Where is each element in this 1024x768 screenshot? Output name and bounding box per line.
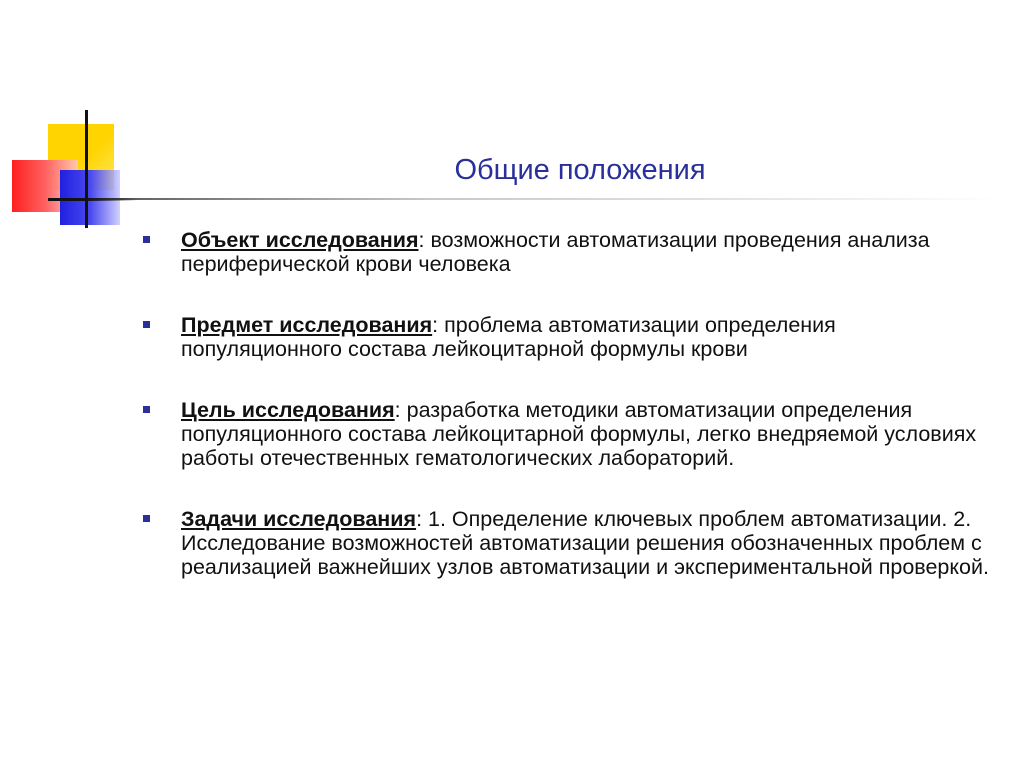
bullet-list [140, 228, 990, 579]
decorative-emblem [0, 0, 200, 240]
item-separator: : [432, 313, 445, 337]
title-divider [48, 198, 998, 200]
square-bullet-icon [143, 321, 150, 328]
item-term: Задачи исследования [181, 507, 417, 531]
slide-title: Общие положения [454, 154, 706, 186]
square-bullet-icon [143, 236, 150, 243]
square-bullet-icon [143, 406, 150, 413]
item-text: возможности автоматизации проведения анализа периферической крови человека [181, 228, 930, 276]
list-item-subject [140, 313, 990, 361]
item-term: Цель исследования [181, 398, 395, 422]
item-separator: : [418, 228, 431, 252]
item-term: Объект исследования [181, 228, 419, 252]
item-text: проблема автоматизации определения популяционного состава лейкоцитарной формулы крови [181, 313, 836, 361]
list-item-object [140, 228, 990, 276]
item-text: разработка методики автоматизации определения популяционного состава лейкоцитарной формулы, легко внедряемой условиях работы отечественных гематологических лабораторий. [181, 398, 977, 470]
vertical-line-decor [85, 110, 88, 228]
item-term: Предмет исследования [181, 313, 433, 337]
square-bullet-icon [143, 515, 150, 522]
list-item-goal [140, 398, 990, 470]
item-text: 1. Определение ключевых проблем автоматизации. 2. Исследование возможностей автоматизации решения обозначенных проблем с реализацией важнейших узлов автоматизации и экспериментальной проверкой. [181, 507, 989, 579]
title-divider-accent [48, 198, 138, 201]
item-separator: : [416, 507, 429, 531]
list-item-tasks [140, 507, 990, 579]
item-separator: : [394, 398, 407, 422]
